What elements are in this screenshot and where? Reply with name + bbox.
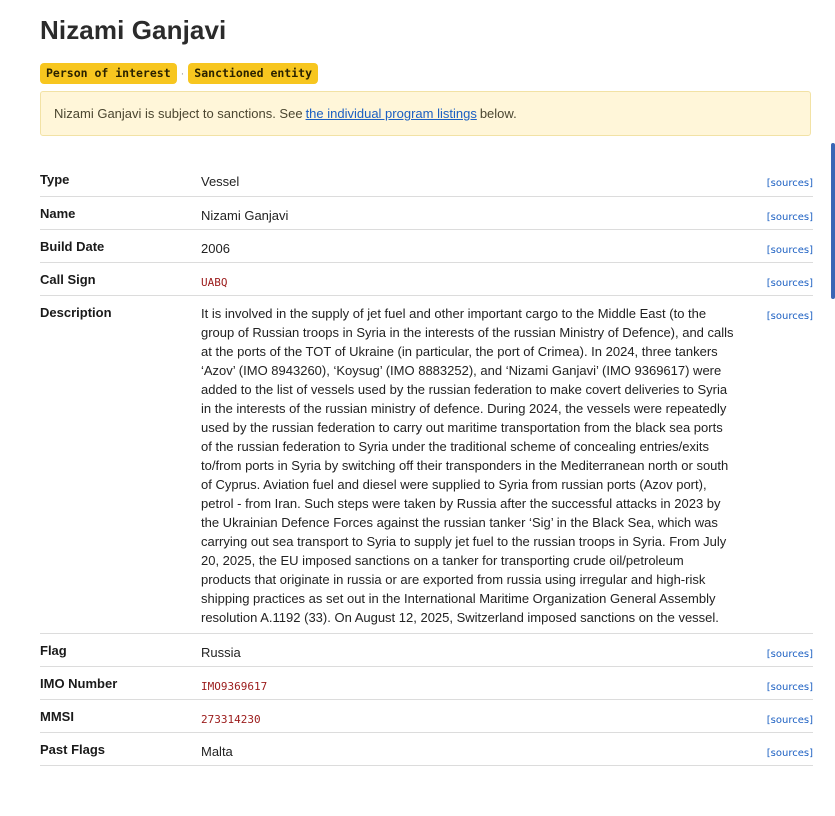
property-sources-cell [760,732,813,765]
property-value [201,262,760,295]
property-sources-cell [760,699,813,732]
property-label: IMO Number [40,666,201,699]
sources-link[interactable]: [sources] [766,310,813,322]
sources-link[interactable]: [sources] [766,244,813,256]
sources-link[interactable]: [sources] [766,681,813,693]
property-label: Flag [40,633,201,666]
property-sources-cell [760,229,813,262]
property-sources-cell [760,666,813,699]
property-label: Call Sign [40,262,201,295]
alert-text-suffix: below. [479,106,517,121]
property-value: Russia [201,633,760,666]
sources-link[interactable]: [sources] [766,747,813,759]
property-value [201,666,760,699]
sources-link[interactable]: [sources] [766,211,813,223]
property-row [40,163,813,196]
sources-link[interactable]: [sources] [766,714,813,726]
sanctions-alert [40,91,811,136]
sources-link[interactable]: [sources] [766,277,813,289]
property-label: Past Flags [40,732,201,765]
property-value: It is involved in the supply of jet fuel and other important cargo to the Middle East (to the group of Russian troops in Syria in the interests of the russian Ministry of Defence), and calls at the ports of the TOT of Ukraine (in particular, the port of Crimea). In 2024, three tankers ‘Azov’ (IMO 8943260), ‘Koysug’ (IMO 8883252), and ‘Nizami Ganjavi’ (IMO 9369617) were added to the list of vessels used by the russian federation to make covert deliveries to Syria in the interests of the russian ministry of defence. During 2024, the vessels were repeatedly used by the russian federation to carry out maritime transportation from the black sea ports of the russian federation to Syria under the traditional scheme of concealing entries/exits to/from ports in Syria by switching off their transponders in the Mediterranean north or south of Cyprus. Aviation fuel and diesel were supplied to Syria from russian ports (Azov port), petrol - from Iran. Such steps were taken by Russia after the successful attacks in 2023 by the Ukrainian Defence Forces against the russian tanker ‘Sig’ in the Black Sea, which was carrying out sea transport to Syria to supply jet fuel to the russian troops in Syria. From July 20, 2025, the EU imposed sanctions on a tanker for transporting crude oil/petroleum products that originate in russia or are exported from russia using irregular and high-risk shipping practices as set out in the International Maritime Organization General Assembly resolution A.1192 (33). On August 12, 2025, Switzerland imposed sanctions on the vessel. [201,295,760,633]
scrollbar-thumb[interactable] [831,143,835,299]
property-value: Nizami Ganjavi [201,196,760,229]
property-code-value: IMO9369617 [201,679,268,693]
property-value: 2006 [201,229,760,262]
program-listings-link[interactable]: the individual program listings [305,106,477,121]
property-row [40,196,813,229]
property-code-value: UABQ [201,275,228,289]
property-sources-cell [760,196,813,229]
property-row [40,732,813,765]
property-label: Description [40,295,201,633]
sources-link[interactable]: [sources] [766,178,813,189]
property-row [40,633,813,666]
property-value: Vessel [201,163,760,196]
badge-separator: · [180,67,185,80]
property-label: MMSI [40,699,201,732]
property-row [40,699,813,732]
property-sources-cell [760,163,813,196]
property-label: Name [40,196,201,229]
property-label: Type [40,163,201,196]
property-row [40,295,813,633]
badge-person-of-interest[interactable]: Person of interest [40,63,177,84]
property-value [201,699,760,732]
property-label: Build Date [40,229,201,262]
property-row [40,229,813,262]
alert-text-prefix: Nizami Ganjavi is subject to sanctions. See [54,106,303,121]
badge-sanctioned-entity[interactable]: Sanctioned entity [188,63,318,84]
property-code-value: 273314230 [201,712,261,726]
topic-badges [40,63,318,84]
property-sources-cell [760,295,813,633]
properties-table [40,163,813,766]
property-row [40,666,813,699]
property-sources-cell [760,633,813,666]
property-value: Malta [201,732,760,765]
sources-link[interactable]: [sources] [766,648,813,660]
property-row [40,262,813,295]
page-title: Nizami Ganjavi [40,15,227,45]
property-sources-cell [760,262,813,295]
